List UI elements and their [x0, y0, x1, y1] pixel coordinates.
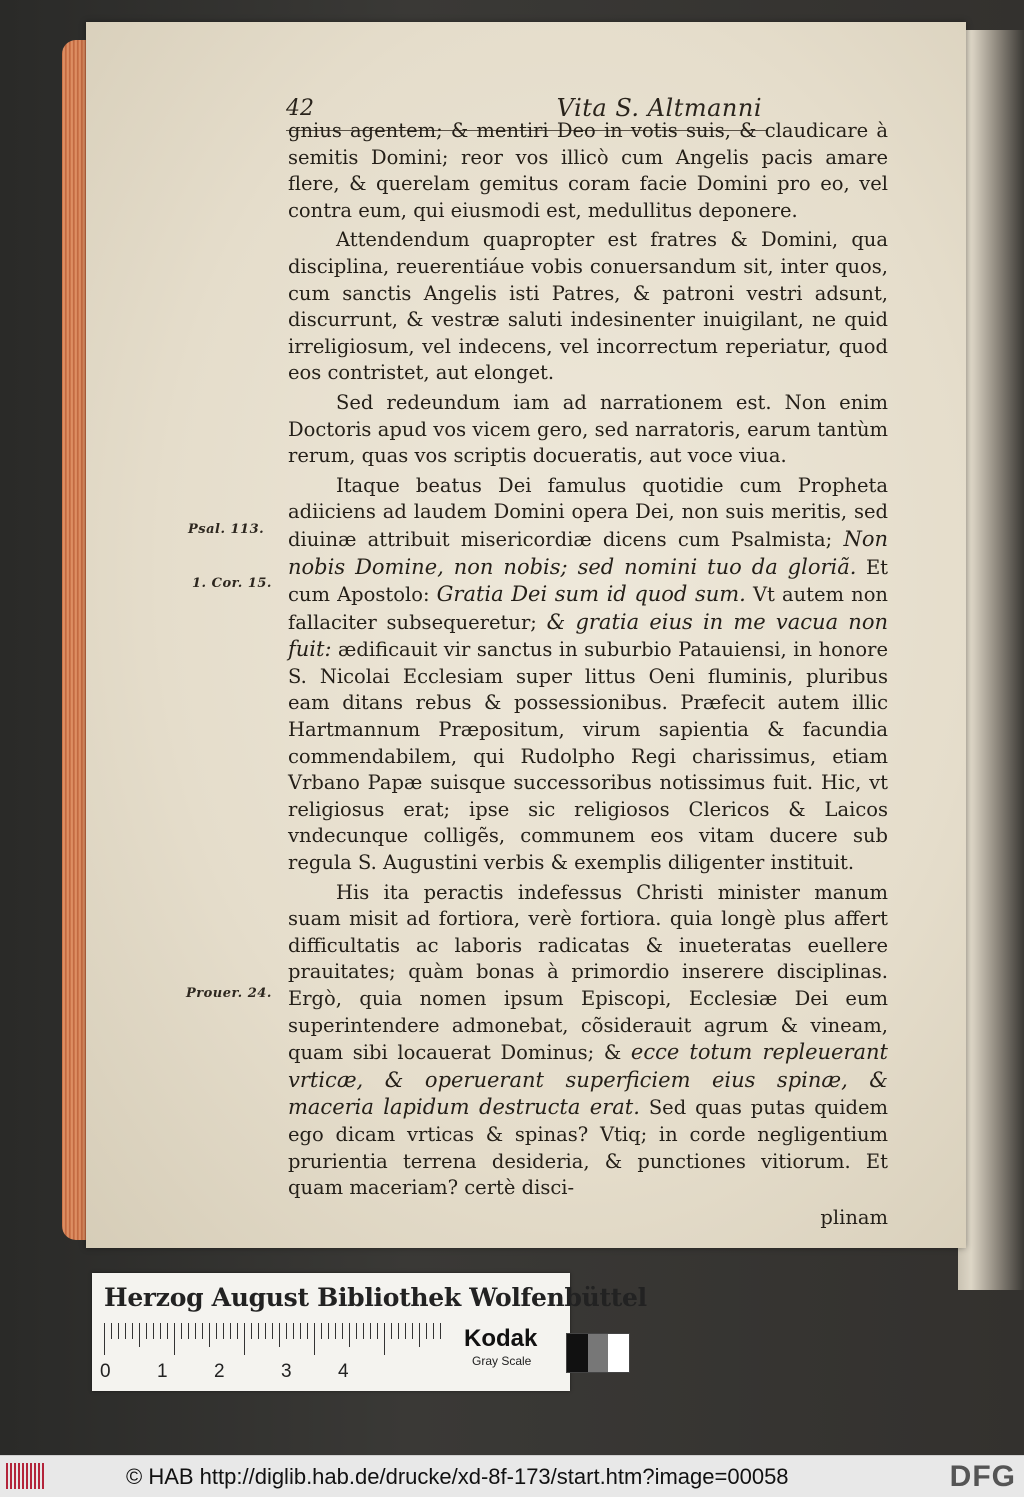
ruler-tick — [202, 1323, 203, 1339]
footer-bar — [0, 1455, 1024, 1497]
ruler-tick — [426, 1323, 427, 1339]
p5-quote-proverbs: ecce totum repleuerant vrticæ, & operuerant superficiem eius spinæ, & maceria lapidum destructa erat. — [288, 1040, 888, 1120]
ruler-tick — [314, 1323, 315, 1355]
ruler-tick — [195, 1323, 196, 1339]
ruler-tick — [335, 1323, 336, 1339]
ruler-number-1: 1 — [157, 1361, 168, 1382]
main-text — [288, 118, 888, 1231]
ruler-tick — [419, 1323, 420, 1347]
ruler-tick — [300, 1323, 301, 1339]
ruler-tick — [237, 1323, 238, 1339]
margin-note-proverbs: Prouer. 24. — [186, 986, 272, 1001]
p4-quote-grace: & gratia eius in me vacua non fuit: — [288, 609, 888, 662]
ruler-tick — [146, 1323, 147, 1339]
ruler-tick — [223, 1323, 224, 1339]
ruler-tick — [216, 1323, 217, 1339]
library-label-card — [92, 1273, 647, 1391]
ruler-tick — [272, 1323, 273, 1339]
ruler-tick — [160, 1323, 161, 1339]
ruler-tick — [440, 1323, 441, 1339]
ruler-tick — [293, 1323, 294, 1339]
ruler-tick — [384, 1323, 385, 1355]
facing-page-edge — [958, 30, 1024, 1290]
ruler-number-3: 3 — [281, 1361, 292, 1382]
ruler-tick — [209, 1323, 210, 1347]
paragraph-1: gnius agentem; & mentiri Deo in votis suis, & claudicare à semitis Domini; reor vos illicò cum Angelis pacis amare flere, & querelam gemitus coram facie Domini pro eo, vel contra eum, qui eiusmodi est, medullitus deponere. — [288, 119, 888, 222]
p4-text-e: Vt autem non fallaciter subsequeretur; — [288, 583, 888, 634]
ruler-tick — [398, 1323, 399, 1339]
ruler-tick — [258, 1323, 259, 1339]
paragraph-4 — [288, 473, 888, 877]
p4-quote-apostle: Gratia Dei sum id quod sum. — [436, 582, 746, 607]
ruler-tick — [104, 1323, 105, 1355]
ruler-tick — [153, 1323, 154, 1339]
ruler-tick — [118, 1323, 119, 1339]
ruler-tick — [405, 1323, 406, 1339]
paragraph-2: Attendendum quapropter est fratres & Domini, qua disciplina, reuerentiáue vobis conuersandum sit, inter quos, cum sanctis Angelis isti Patres, & patroni vestri adsunt, discurrunt, & vestræ saluti indesinenter inuigilant, ne quid irreligiosum, vel indecens, vel incorrectum reperiatur, quod eos contristet, aut elonget. — [288, 228, 888, 385]
ruler-tick — [132, 1323, 133, 1339]
ruler-tick — [188, 1323, 189, 1339]
p5-text-a: His ita peractis indefessus Christi minister manum suam misit ad fortiora, verè fortiora. quia longè plus affert difficultatis ac laboris radicatas & inueteratas euellere prauitates; quàm bonas à primordio inserere disciplinas. Ergò, quia nomen ipsum Episcopi, Ecclesiæ Dei eum superintendere admonebat, cõsiderauit agrum & vineam, quam sibi locauerat Dominus; & — [288, 880, 888, 1065]
margin-note-corinthians: 1. Cor. 15. — [192, 576, 272, 591]
margin-note-psalm: Psal. 113. — [188, 522, 265, 537]
ruler-tick — [349, 1323, 350, 1347]
p4-text-g: ædificauit vir sanctus in suburbio Patauiensi, in honore S. Nicolai Ecclesiam super littus Oeni fluminis, pluribus eam ditans rebus & possessionibus. Præfecit autem illic Hartmannum Præpositum, virum sapientia & facundia commendabilem, qui Rudolpho Regi charissimus, etiam Vrbano Papæ suisque successoribus notissimus fuit. Hic, vt religiosus erat; ipse sic religiosos Clericos & Laicos vndecunque colligẽs, communem eos vitam ducere sub regula S. Augustini verbis & exemplis diligenter instituit. — [288, 638, 888, 875]
hab-logo-icon — [6, 1463, 44, 1489]
paragraph-3: Sed redeundum iam ad narrationem est. Non enim Doctoris apud vos vicem gero, sed narratoris, earum tantùm rerum, quas vos scriptis docueratis, aut voce viua. — [288, 390, 888, 468]
ruler-tick — [174, 1323, 175, 1355]
ruler-tick — [321, 1323, 322, 1339]
gray-scale-label: Gray Scale — [472, 1354, 532, 1368]
ruler-tick — [286, 1323, 287, 1339]
page-number: 42 — [286, 96, 314, 121]
p5-text-c: Sed quas putas quidem ego dicam vrticas & spinas? Vtiq; in corde negligentium prurientia terrena desideria, & punctiones vitiorum. Et quam maceriam? certè disci- — [288, 1096, 888, 1200]
running-title: Vita S. Altmanni — [556, 94, 762, 122]
ruler-tick — [433, 1323, 434, 1339]
p4-text-c: Et cum Apostolo: — [288, 555, 889, 607]
footer-credit-link[interactable]: © HAB http://diglib.hab.de/drucke/xd-8f-173/start.htm?image=00058 — [126, 1464, 789, 1489]
ruler-tick — [181, 1323, 182, 1339]
ruler-tick — [342, 1323, 343, 1339]
ruler-tick — [230, 1323, 231, 1339]
ruler-tick — [251, 1323, 252, 1339]
ruler-number-4: 4 — [338, 1361, 349, 1382]
ruler-tick — [244, 1323, 245, 1355]
catchword: plinam — [820, 1205, 888, 1229]
library-name: Herzog August Bibliothek Wolfenbüttel — [104, 1283, 647, 1312]
ruler-tick — [265, 1323, 266, 1339]
ruler-tick — [139, 1323, 140, 1347]
ruler-tick — [167, 1323, 168, 1339]
paragraph-5 — [288, 880, 888, 1202]
ruler-tick — [370, 1323, 371, 1339]
ruler-tick — [356, 1323, 357, 1339]
p4-text-a: Itaque beatus Dei famulus quotidie cum Propheta adiiciens ad laudem Domini opera Dei, non suis meritis, sed diuinæ attribuit misericordiæ dicens cum Psalmista; — [288, 473, 888, 551]
ruler-tick — [363, 1323, 364, 1339]
ruler-tick — [377, 1323, 378, 1339]
ruler-number-0: 0 — [100, 1361, 111, 1382]
ruler-tick — [391, 1323, 392, 1339]
p4-quote-psalm: Non nobis Domine, non nobis; sed nomini tuo da gloriã. — [288, 526, 888, 579]
dfg-logo: DFG — [949, 1460, 1016, 1493]
ruler-tick — [328, 1323, 329, 1339]
scale-ruler — [104, 1323, 449, 1355]
ruler-tick — [412, 1323, 413, 1339]
ruler-tick — [307, 1323, 308, 1339]
ruler-number-2: 2 — [214, 1361, 225, 1382]
ruler-tick — [279, 1323, 280, 1347]
ruler-tick — [125, 1323, 126, 1339]
gray-scale-patches — [566, 1333, 630, 1373]
kodak-logo: Kodak — [464, 1325, 538, 1352]
ruler-tick — [111, 1323, 112, 1339]
